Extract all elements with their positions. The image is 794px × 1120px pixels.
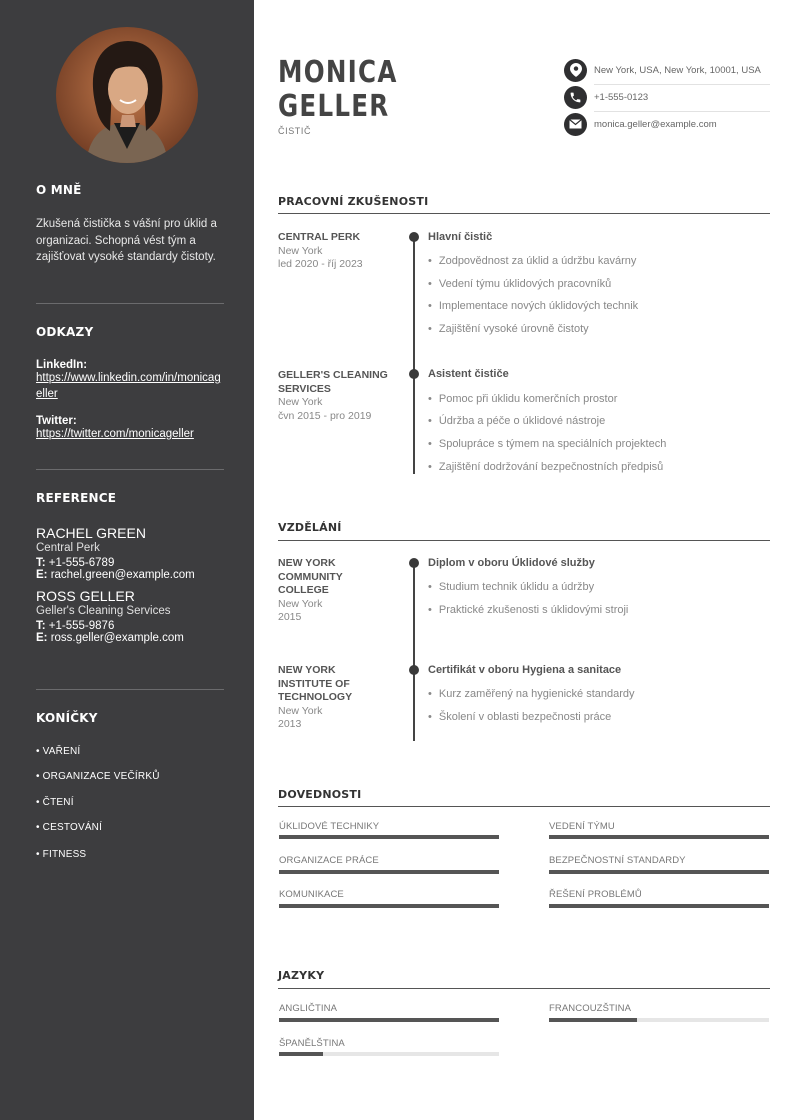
skill-bar <box>549 835 769 839</box>
reference-company: Central Perk <box>36 542 100 554</box>
hobbies-section <box>36 711 224 725</box>
org-location: New York <box>278 597 323 610</box>
section-rule <box>278 213 770 214</box>
reference-name: ROSS GELLER <box>36 588 135 604</box>
experience-title: Asistent čističe <box>428 368 509 380</box>
education-org <box>278 664 368 732</box>
reference-phone-line <box>36 620 224 632</box>
skill-name: ŘEŠENÍ PROBLÉMŮ <box>549 889 642 900</box>
phone-icon <box>564 86 587 109</box>
language-bar-fill <box>279 1052 323 1056</box>
experience-bullet: • Údržba a péče o úklidové nástroje <box>428 415 605 427</box>
skill-bar-fill <box>279 904 499 908</box>
skill-bar-fill <box>549 835 769 839</box>
reference-item <box>36 525 224 581</box>
skill-bar <box>279 870 499 874</box>
education-bullet: • Školení v oblasti bezpečnosti práce <box>428 711 611 723</box>
hobbies-heading: KONÍČKY <box>36 711 98 725</box>
education-bullet: • Praktické zkušenosti s úklidovými stroji <box>428 604 628 616</box>
linkedin-item <box>36 359 224 402</box>
skill-bar-fill <box>279 835 499 839</box>
section-rule <box>278 806 770 807</box>
education-timeline <box>413 562 415 741</box>
person-name <box>278 56 398 124</box>
skill-bar-fill <box>279 870 499 874</box>
hobby-item: • VAŘENÍ <box>36 746 81 757</box>
twitter-link[interactable]: https://twitter.com/monicageller <box>36 428 194 440</box>
first-name: MONICA <box>278 55 398 90</box>
phone-label: T: <box>36 620 46 632</box>
section-rule <box>278 988 770 989</box>
section-rule <box>278 540 770 541</box>
contact-address <box>564 57 770 83</box>
contact-phone <box>564 84 770 110</box>
contact-email <box>564 111 770 137</box>
skill-name: ORGANIZACE PRÁCE <box>279 855 379 866</box>
skill-bar-fill <box>549 870 769 874</box>
timeline-dot <box>409 369 419 379</box>
skill-name: VEDENÍ TÝMU <box>549 821 615 832</box>
skill-bar-fill <box>549 904 769 908</box>
experience-org <box>278 369 388 423</box>
divider <box>36 469 224 470</box>
links-section <box>36 325 224 443</box>
org-name: NEW YORK INSTITUTE OF TECHNOLOGY <box>278 664 353 703</box>
twitter-item <box>36 415 224 443</box>
reference-email-line <box>36 632 224 644</box>
sidebar <box>0 0 254 1120</box>
email-icon <box>564 113 587 136</box>
skill-name: ÚKLIDOVÉ TECHNIKY <box>279 821 380 832</box>
experience-bullet: • Zajištění dodržování bezpečnostních předpisů <box>428 461 663 473</box>
skill-bar <box>279 835 499 839</box>
timeline-dot <box>409 665 419 675</box>
skills-heading: DOVEDNOSTI <box>278 788 362 801</box>
experience-org <box>278 231 398 272</box>
skill-name: BEZPEČNOSTNÍ STANDARDY <box>549 855 686 866</box>
reference-phone: +1-555-6789 <box>48 557 115 569</box>
linkedin-link[interactable]: https://www.linkedin.com/in/monicageller <box>36 372 221 400</box>
org-name: NEW YORK COMMUNITY COLLEGE <box>278 557 343 596</box>
profile-photo <box>56 27 198 163</box>
education-org <box>278 557 368 625</box>
hobby-item: • ORGANIZACE VEČÍRKŮ <box>36 771 160 782</box>
org-dates: 2013 <box>278 718 302 730</box>
address-text: New York, USA, New York, 10001, USA <box>594 64 761 76</box>
language-bar <box>279 1052 499 1056</box>
language-bar-fill <box>279 1018 499 1022</box>
links-heading: ODKAZY <box>36 325 94 339</box>
language-name: ANGLIČTINA <box>279 1003 338 1014</box>
language-bar <box>279 1018 499 1022</box>
org-dates: led 2020 - říj 2023 <box>278 258 363 270</box>
experience-bullet: • Pomoc při úklidu komerčních prostor <box>428 393 617 405</box>
reference-name: RACHEL GREEN <box>36 525 146 541</box>
phone-label: T: <box>36 557 46 569</box>
org-name: CENTRAL PERK <box>278 231 361 243</box>
language-name: FRANCOUZŠTINA <box>549 1003 632 1014</box>
timeline-dot <box>409 558 419 568</box>
hobby-item: • ČTENÍ <box>36 797 74 808</box>
job-title: ČISTIČ <box>278 126 312 136</box>
phone-text: +1-555-0123 <box>594 91 649 103</box>
hobby-item: • CESTOVÁNÍ <box>36 822 103 833</box>
language-bar-fill <box>549 1018 637 1022</box>
reference-email: ross.geller@example.com <box>50 632 184 644</box>
experience-bullet: • Zajištění vysoké úrovně čistoty <box>428 323 589 335</box>
experience-bullet: • Spolupráce s týmem na speciálních projektech <box>428 438 666 450</box>
divider <box>36 303 224 304</box>
education-bullet: • Studium technik úklidu a údržby <box>428 581 594 593</box>
education-bullet: • Kurz zaměřený na hygienické standardy <box>428 688 635 700</box>
org-dates: 2015 <box>278 611 302 623</box>
experience-timeline <box>413 236 415 474</box>
email-text[interactable]: monica.geller@example.com <box>594 118 717 130</box>
skill-bar <box>549 870 769 874</box>
reference-phone-line <box>36 557 224 569</box>
skill-name: KOMUNIKACE <box>279 889 344 900</box>
hobby-item: • FITNESS <box>36 849 87 860</box>
twitter-label: Twitter: <box>36 415 77 427</box>
skill-bar <box>549 904 769 908</box>
experience-bullet: • Zodpovědnost za úklid a údržbu kavárny <box>428 255 636 267</box>
org-location: New York <box>278 244 323 257</box>
org-location: New York <box>278 704 323 717</box>
about-section <box>36 183 224 266</box>
about-text: Zkušená čistička s vášní pro úklid a organizaci. Schopná vést tým a zajišťovat vysoké standardy čistoty. <box>36 218 217 263</box>
education-title: Diplom v oboru Úklidové služby <box>428 557 595 569</box>
reference-email: rachel.green@example.com <box>50 569 195 581</box>
email-label: E: <box>36 569 48 581</box>
education-heading: VZDĚLÁNÍ <box>278 521 342 534</box>
timeline-dot <box>409 232 419 242</box>
org-dates: čvn 2015 - pro 2019 <box>278 409 372 422</box>
linkedin-label: LinkedIn: <box>36 359 88 371</box>
language-name: ŠPANĚLŠTINA <box>279 1038 345 1049</box>
reference-email-line <box>36 569 224 581</box>
languages-heading: JAZYKY <box>278 969 325 982</box>
references-heading: REFERENCE <box>36 491 117 505</box>
reference-company: Geller's Cleaning Services <box>36 605 171 617</box>
email-label: E: <box>36 632 48 644</box>
education-title: Certifikát v oboru Hygiena a sanitace <box>428 664 622 676</box>
location-pin-icon <box>564 59 587 82</box>
reference-phone: +1-555-9876 <box>48 620 115 632</box>
divider <box>36 689 224 690</box>
language-bar <box>549 1018 769 1022</box>
references-section <box>36 491 224 644</box>
about-heading: O MNĚ <box>36 183 82 197</box>
org-location: New York <box>278 396 323 408</box>
experience-heading: PRACOVNÍ ZKUŠENOSTI <box>278 195 429 208</box>
experience-title: Hlavní čistič <box>428 231 493 243</box>
reference-item <box>36 588 224 644</box>
experience-bullet: • Vedení týmu úklidových pracovníků <box>428 278 611 290</box>
experience-bullet: • Implementace nových úklidových technik <box>428 300 638 312</box>
skill-bar <box>279 904 499 908</box>
last-name: GELLER <box>278 89 390 124</box>
org-name: GELLER'S CLEANING SERVICES <box>278 369 388 395</box>
